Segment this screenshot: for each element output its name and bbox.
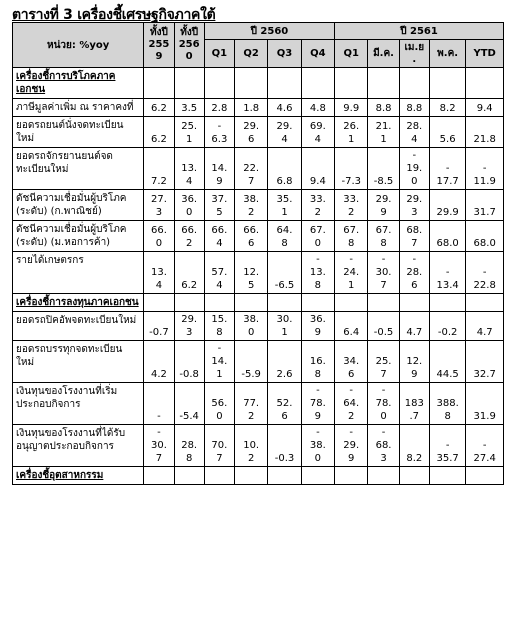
table-row bbox=[13, 252, 504, 294]
value-cell: 13. 4 bbox=[174, 148, 204, 190]
value-cell: 5.6 bbox=[429, 117, 465, 148]
value-cell: 7.2 bbox=[144, 148, 174, 190]
value-cell: 57. 4 bbox=[204, 252, 234, 294]
value-cell: -0.5 bbox=[368, 312, 399, 341]
value-cell: 22. 7 bbox=[234, 148, 267, 190]
empty-cell bbox=[268, 68, 301, 99]
table-body bbox=[13, 68, 504, 485]
value-cell: 52. 6 bbox=[268, 383, 301, 425]
header-col-2561: YTD bbox=[466, 40, 504, 68]
header-col-2561: Q1 bbox=[335, 40, 368, 68]
empty-cell bbox=[368, 68, 399, 99]
value-cell: 31.9 bbox=[466, 383, 504, 425]
value-cell: - 13. 8 bbox=[301, 252, 334, 294]
value-cell: 16. 8 bbox=[301, 341, 334, 383]
section-row bbox=[13, 467, 504, 485]
empty-cell bbox=[335, 68, 368, 99]
value-cell: - 30. 7 bbox=[368, 252, 399, 294]
value-cell: 64. 8 bbox=[268, 221, 301, 252]
header-full-year-2559: ทั้งปี 255 9 bbox=[144, 23, 174, 68]
empty-cell bbox=[174, 68, 204, 99]
row-label: ยอดรถจักรยานยนต์จดทะเบียนใหม่ bbox=[13, 148, 144, 190]
empty-cell bbox=[335, 467, 368, 485]
section-row bbox=[13, 68, 504, 99]
table-row bbox=[13, 117, 504, 148]
value-cell: 70. 7 bbox=[204, 425, 234, 467]
value-cell: 34. 6 bbox=[335, 341, 368, 383]
value-cell: - 17.7 bbox=[429, 148, 465, 190]
value-cell: - 13.4 bbox=[429, 252, 465, 294]
header-year-2561: ปี 2561 bbox=[335, 23, 504, 40]
value-cell: - 29. 9 bbox=[335, 425, 368, 467]
row-label: ดัชนีความเชื่อมั่นผู้บริโภค (ระดับ) (ก.พาณิชย์) bbox=[13, 190, 144, 221]
value-cell: 29. 9 bbox=[368, 190, 399, 221]
empty-cell bbox=[429, 68, 465, 99]
value-cell: - 19. 0 bbox=[399, 148, 429, 190]
empty-cell bbox=[204, 467, 234, 485]
value-cell: 26. 1 bbox=[335, 117, 368, 148]
value-cell: -8.5 bbox=[368, 148, 399, 190]
empty-cell bbox=[144, 294, 174, 312]
header-col-2561: มี.ค. bbox=[368, 40, 399, 68]
value-cell: 68.0 bbox=[429, 221, 465, 252]
value-cell: -7.3 bbox=[335, 148, 368, 190]
value-cell: 69. 4 bbox=[301, 117, 334, 148]
row-label: ยอดรถบรรทุกจดทะเบียนใหม่ bbox=[13, 341, 144, 383]
value-cell: 4.7 bbox=[399, 312, 429, 341]
value-cell: 21. 1 bbox=[368, 117, 399, 148]
empty-cell bbox=[466, 467, 504, 485]
value-cell: 4.2 bbox=[144, 341, 174, 383]
value-cell: 29. 3 bbox=[399, 190, 429, 221]
value-cell: - 68. 3 bbox=[368, 425, 399, 467]
empty-cell bbox=[174, 294, 204, 312]
empty-cell bbox=[204, 294, 234, 312]
row-label: ดัชนีความเชื่อมั่นผู้บริโภค (ระดับ) (ม.หอการค้า) bbox=[13, 221, 144, 252]
empty-cell bbox=[466, 294, 504, 312]
value-cell: 44.5 bbox=[429, 341, 465, 383]
section-title: เครื่องชี้อุตสาหกรรม bbox=[13, 467, 144, 485]
value-cell: 9.4 bbox=[301, 148, 334, 190]
value-cell: 3.5 bbox=[174, 99, 204, 117]
value-cell: 56. 0 bbox=[204, 383, 234, 425]
empty-cell bbox=[301, 467, 334, 485]
value-cell: 12. 9 bbox=[399, 341, 429, 383]
value-cell: 15. 8 bbox=[204, 312, 234, 341]
value-cell: 4.8 bbox=[301, 99, 334, 117]
empty-cell bbox=[234, 68, 267, 99]
empty-cell bbox=[466, 68, 504, 99]
section-title: เครื่องชี้การบริโภคภาคเอกชน bbox=[13, 68, 144, 99]
value-cell: 6.2 bbox=[144, 99, 174, 117]
header-col-2561: พ.ค. bbox=[429, 40, 465, 68]
value-cell: - 11.9 bbox=[466, 148, 504, 190]
row-label: เงินทุนของโรงงานที่เริ่มประกอบกิจการ bbox=[13, 383, 144, 425]
section-title: เครื่องชี้การลงทุนภาคเอกชน bbox=[13, 294, 144, 312]
value-cell: - bbox=[144, 383, 174, 425]
value-cell: 25. 1 bbox=[174, 117, 204, 148]
value-cell: 25. 7 bbox=[368, 341, 399, 383]
value-cell: 4.6 bbox=[268, 99, 301, 117]
empty-cell bbox=[268, 467, 301, 485]
value-cell: 77. 2 bbox=[234, 383, 267, 425]
empty-cell bbox=[368, 294, 399, 312]
value-cell: 6.8 bbox=[268, 148, 301, 190]
table-row bbox=[13, 221, 504, 252]
value-cell: - 64. 2 bbox=[335, 383, 368, 425]
value-cell: 6.4 bbox=[335, 312, 368, 341]
header-q-2560: Q2 bbox=[234, 40, 267, 68]
value-cell: 14. 9 bbox=[204, 148, 234, 190]
empty-cell bbox=[301, 294, 334, 312]
value-cell: 4.7 bbox=[466, 312, 504, 341]
value-cell: 67. 8 bbox=[368, 221, 399, 252]
table-row bbox=[13, 312, 504, 341]
header-year-2560: ปี 2560 bbox=[204, 23, 334, 40]
header-q-2560: Q4 bbox=[301, 40, 334, 68]
value-cell: 29. 3 bbox=[174, 312, 204, 341]
value-cell: 12. 5 bbox=[234, 252, 267, 294]
table-row bbox=[13, 190, 504, 221]
table-row bbox=[13, 425, 504, 467]
value-cell: -5.4 bbox=[174, 383, 204, 425]
value-cell: 35. 1 bbox=[268, 190, 301, 221]
value-cell: 66. 0 bbox=[144, 221, 174, 252]
value-cell: 10. 2 bbox=[234, 425, 267, 467]
value-cell: 1.8 bbox=[234, 99, 267, 117]
value-cell: 33. 2 bbox=[335, 190, 368, 221]
row-label: รายได้เกษตรกร bbox=[13, 252, 144, 294]
row-label: ภาษีมูลค่าเพิ่ม ณ ราคาคงที่ bbox=[13, 99, 144, 117]
header-q-2560: Q3 bbox=[268, 40, 301, 68]
value-cell: - 24. 1 bbox=[335, 252, 368, 294]
value-cell: -0.8 bbox=[174, 341, 204, 383]
empty-cell bbox=[429, 467, 465, 485]
unit-header: หน่วย: %yoy bbox=[13, 23, 144, 68]
value-cell: 9.4 bbox=[466, 99, 504, 117]
empty-cell bbox=[268, 294, 301, 312]
value-cell: 29. 6 bbox=[234, 117, 267, 148]
value-cell: -5.9 bbox=[234, 341, 267, 383]
empty-cell bbox=[234, 467, 267, 485]
value-cell: 37. 5 bbox=[204, 190, 234, 221]
value-cell: 31.7 bbox=[466, 190, 504, 221]
value-cell: 32.7 bbox=[466, 341, 504, 383]
empty-cell bbox=[144, 68, 174, 99]
value-cell: 183 .7 bbox=[399, 383, 429, 425]
section-row bbox=[13, 294, 504, 312]
value-cell: 29.9 bbox=[429, 190, 465, 221]
empty-cell bbox=[144, 467, 174, 485]
table-header bbox=[13, 23, 504, 68]
value-cell: 6.2 bbox=[144, 117, 174, 148]
value-cell: 68. 7 bbox=[399, 221, 429, 252]
value-cell: 36. 9 bbox=[301, 312, 334, 341]
empty-cell bbox=[301, 68, 334, 99]
value-cell: 8.8 bbox=[368, 99, 399, 117]
value-cell: -6.5 bbox=[268, 252, 301, 294]
value-cell: 27. 3 bbox=[144, 190, 174, 221]
value-cell: 38. 0 bbox=[234, 312, 267, 341]
value-cell: 13. 4 bbox=[144, 252, 174, 294]
value-cell: 67. 8 bbox=[335, 221, 368, 252]
value-cell: 28. 4 bbox=[399, 117, 429, 148]
value-cell: -0.7 bbox=[144, 312, 174, 341]
header-q-2560: Q1 bbox=[204, 40, 234, 68]
value-cell: 9.9 bbox=[335, 99, 368, 117]
value-cell: 2.6 bbox=[268, 341, 301, 383]
row-label: ยอดรถยนต์นั่งจดทะเบียนใหม่ bbox=[13, 117, 144, 148]
empty-cell bbox=[399, 294, 429, 312]
table-title: ตารางที่ 3 เครื่องชี้เศรษฐกิจภาคใต้ bbox=[12, 7, 216, 23]
value-cell: 8.2 bbox=[429, 99, 465, 117]
empty-cell bbox=[234, 294, 267, 312]
empty-cell bbox=[368, 467, 399, 485]
table-row bbox=[13, 341, 504, 383]
economic-indicators-table bbox=[12, 22, 504, 485]
value-cell: -0.3 bbox=[268, 425, 301, 467]
empty-cell bbox=[204, 68, 234, 99]
value-cell: 68.0 bbox=[466, 221, 504, 252]
value-cell: 66. 6 bbox=[234, 221, 267, 252]
value-cell: - 35.7 bbox=[429, 425, 465, 467]
value-cell: - 38. 0 bbox=[301, 425, 334, 467]
value-cell: 6.2 bbox=[174, 252, 204, 294]
value-cell: 67. 0 bbox=[301, 221, 334, 252]
empty-cell bbox=[335, 294, 368, 312]
value-cell: 38. 2 bbox=[234, 190, 267, 221]
value-cell: 2.8 bbox=[204, 99, 234, 117]
empty-cell bbox=[399, 68, 429, 99]
value-cell: 33. 2 bbox=[301, 190, 334, 221]
value-cell: 29. 4 bbox=[268, 117, 301, 148]
row-label: เงินทุนของโรงงานที่ได้รับอนุญาตประกอบกิจการ bbox=[13, 425, 144, 467]
value-cell: - 78. 0 bbox=[368, 383, 399, 425]
value-cell: 388. 8 bbox=[429, 383, 465, 425]
value-cell: - 78. 9 bbox=[301, 383, 334, 425]
value-cell: 8.8 bbox=[399, 99, 429, 117]
value-cell: 8.2 bbox=[399, 425, 429, 467]
table-row bbox=[13, 148, 504, 190]
empty-cell bbox=[429, 294, 465, 312]
value-cell: 30. 1 bbox=[268, 312, 301, 341]
header-col-2561: เม.ย . bbox=[399, 40, 429, 68]
value-cell: - 28. 6 bbox=[399, 252, 429, 294]
empty-cell bbox=[174, 467, 204, 485]
value-cell: - 30. 7 bbox=[144, 425, 174, 467]
value-cell: 36. 0 bbox=[174, 190, 204, 221]
value-cell: 21.8 bbox=[466, 117, 504, 148]
table-row bbox=[13, 99, 504, 117]
row-label: ยอดรถปิคอัพจดทะเบียนใหม่ bbox=[13, 312, 144, 341]
value-cell: - 22.8 bbox=[466, 252, 504, 294]
value-cell: - 27.4 bbox=[466, 425, 504, 467]
table-row bbox=[13, 383, 504, 425]
value-cell: 66. 2 bbox=[174, 221, 204, 252]
value-cell: 66. 4 bbox=[204, 221, 234, 252]
value-cell: - 14. 1 bbox=[204, 341, 234, 383]
header-full-year-2560: ทั้งปี 256 0 bbox=[174, 23, 204, 68]
value-cell: 28. 8 bbox=[174, 425, 204, 467]
value-cell: - 6.3 bbox=[204, 117, 234, 148]
value-cell: -0.2 bbox=[429, 312, 465, 341]
empty-cell bbox=[399, 467, 429, 485]
